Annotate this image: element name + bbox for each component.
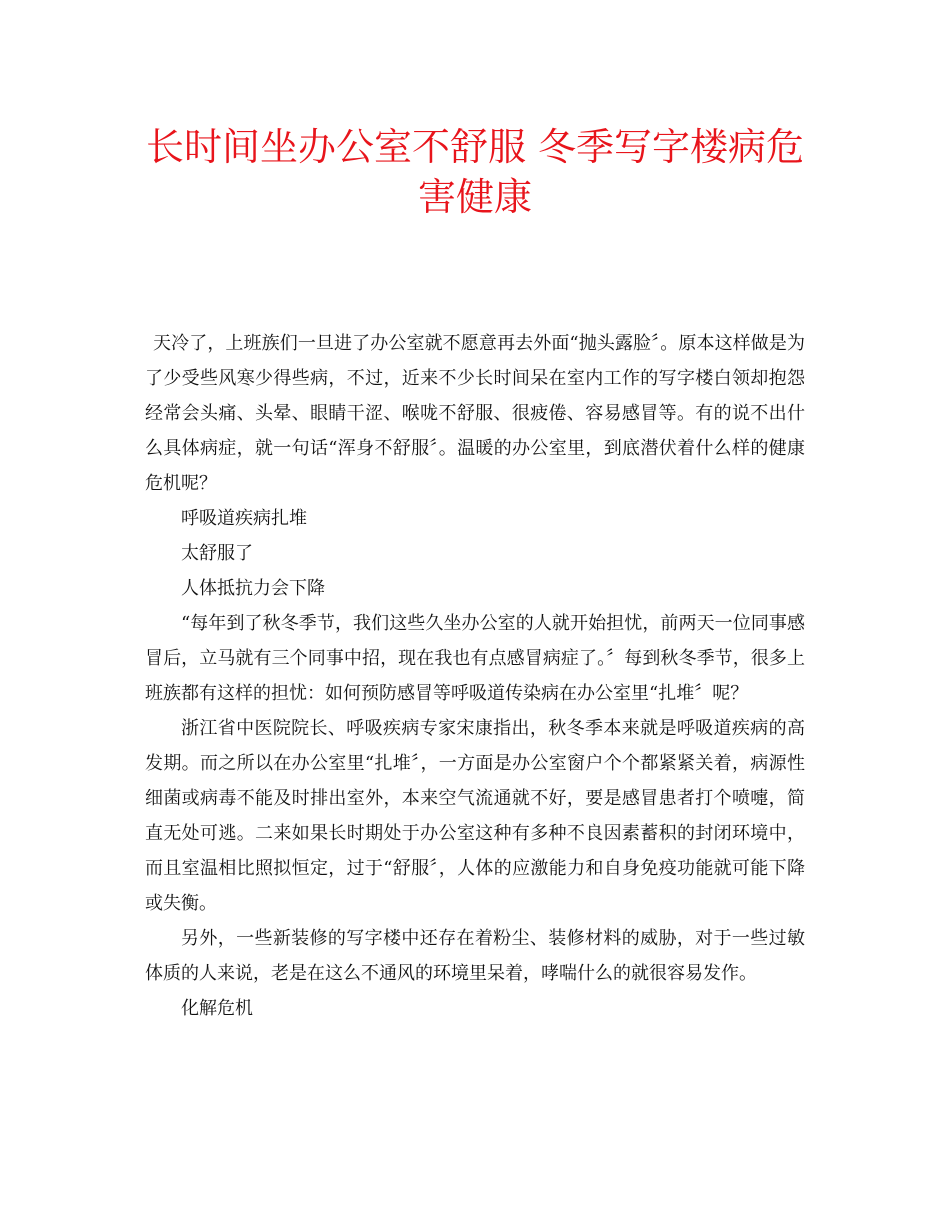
document-title: 长时间坐办公室不舒服 冬季写字楼病危害健康 — [145, 125, 805, 219]
paragraph-intro: 天冷了，上班族们一旦进了办公室就不愿意再去外面“抛头露脸〞。原本这样做是为了少受些风寒少得些病，不过，近来不少长时间呆在室内工作的写字楼白领却抱怨经常会头痛、头晕、眼睛干涩、喉咙不舒服、很疲倦、容易感冒等。有的说不出什么具体病症，就一句话“浑身不舒服〞。温暖的办公室里，到底潜伏着什么样的健康危机呢？ — [145, 333, 805, 494]
subheading-too-comfortable: 太舒服了 — [181, 543, 253, 564]
document-body — [145, 326, 805, 1026]
paragraph-colleague-quote: “每年到了秋冬季节，我们这些久坐办公室的人就开始担忧，前两天一位同事感冒后，立马就有三个同事中招，现在我也有点感冒病症了。〞每到秋冬季节，很多上班族都有这样的担忧：如何预防感冒等呼吸道传染病在办公室里“扎堆〞呢？ — [145, 613, 805, 704]
subheading-immunity-decline: 人体抵抗力会下降 — [181, 578, 325, 599]
subheading-resolve-crisis: 化解危机 — [181, 998, 253, 1019]
paragraph-renovation-risk: 另外，一些新装修的写字楼中还存在着粉尘、装修材料的威胁，对于一些过敏体质的人来说，老是在这么不通风的环境里呆着，哮喘什么的就很容易发作。 — [145, 928, 805, 984]
paragraph-expert-explanation: 浙江省中医院院长、呼吸疾病专家宋康指出，秋冬季本来就是呼吸道疾病的高发期。而之所以在办公室里“扎堆〞，一方面是办公室窗户个个都紧紧关着，病源性细菌或病毒不能及时排出室外，本来空气流通就不好，要是感冒患者打个喷嚏，简直无处可逃。二来如果长时期处于办公室这种有多种不良因素蓄积的封闭环境中，而且室温相比照拟恒定，过于“舒服〞，人体的应激能力和自身免疫功能就可能下降或失衡。 — [145, 718, 805, 914]
subheading-respiratory-disease: 呼吸道疾病扎堆 — [181, 508, 307, 529]
